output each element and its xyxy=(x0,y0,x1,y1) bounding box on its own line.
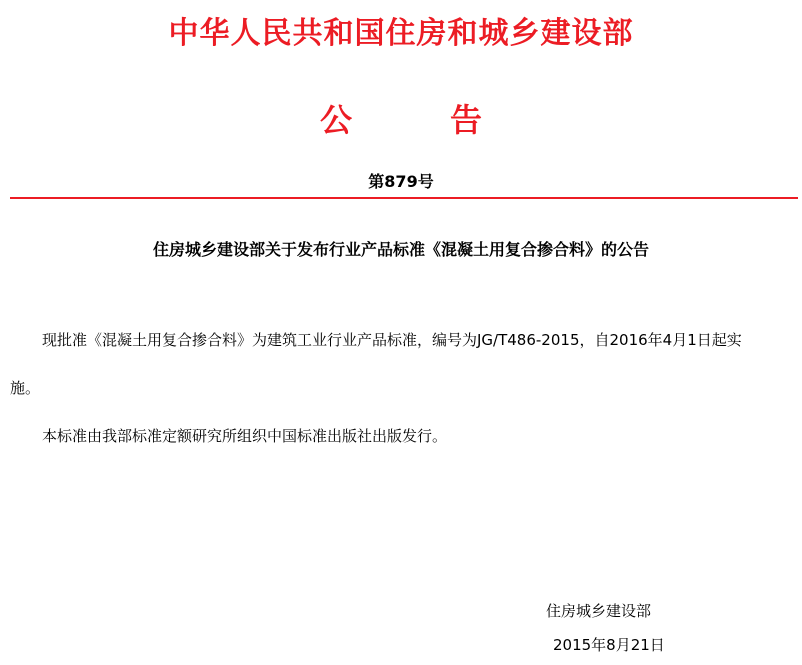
document-number: 第879号 xyxy=(368,172,434,191)
red-divider xyxy=(10,197,798,199)
signature-issuer: 住房城乡建设部 xyxy=(546,602,652,620)
document-type: 公告 xyxy=(319,101,580,139)
body-paragraph-2: 本标准由我部标准定额研究所组织中国标准出版社出版发行。 xyxy=(42,427,448,445)
body-paragraph-1-line-2: 施。 xyxy=(10,379,41,397)
notice-title: 住房城乡建设部关于发布行业产品标准《混凝土用复合掺合料》的公告 xyxy=(152,240,649,259)
body-paragraph-1-line-1: 现批准《混凝土用复合掺合料》为建筑工业行业产品标准，编号为JG/T486-2015，自2016年4月1日起实 xyxy=(42,331,742,349)
signature-date: 2015年8月21日 xyxy=(553,636,665,654)
agency-title: 中华人民共和国住房和城乡建设部 xyxy=(168,16,634,51)
